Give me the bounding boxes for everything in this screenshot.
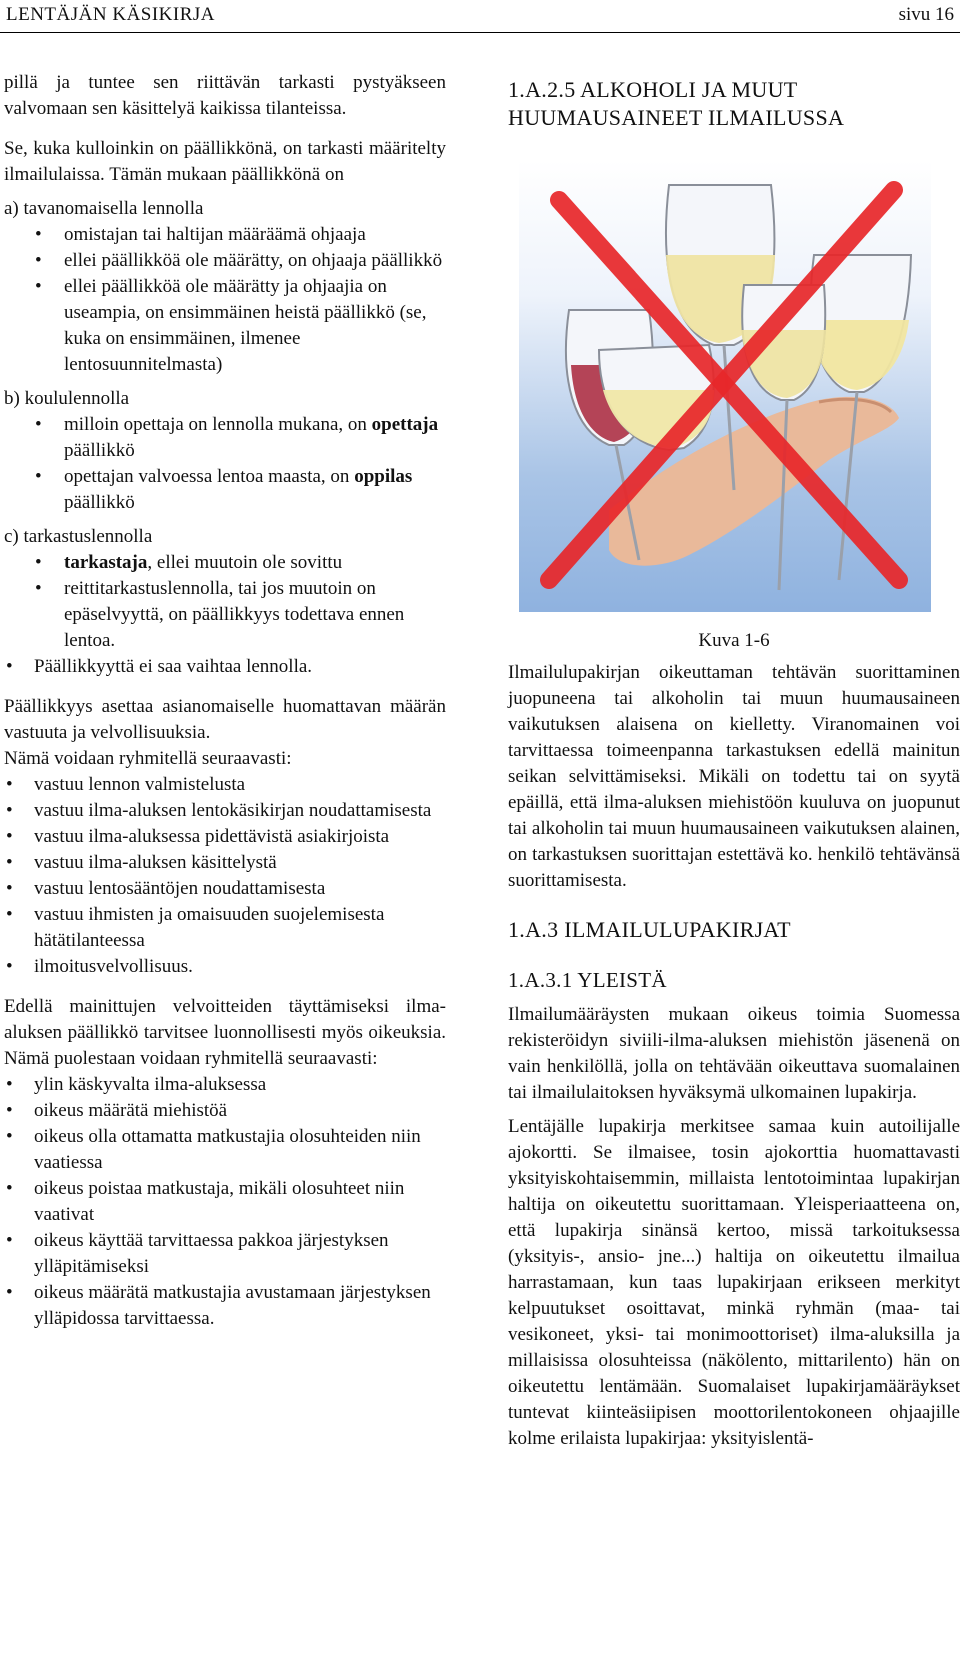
page-number: sivu 16 xyxy=(898,4,954,25)
page-header xyxy=(0,0,960,33)
note-list xyxy=(4,654,446,680)
left-column xyxy=(4,70,446,1332)
paragraph-commander: Se, kuka kulloinkin on päällikkönä, on tarkasti määritelty ilmailulaissa. Tämän mukaan päällikkönä on xyxy=(4,138,446,185)
section-heading-licences: 1.A.3 ILMAILULUPAKIRJAT xyxy=(508,917,791,942)
wine-glasses-crossed-image xyxy=(519,160,931,612)
document-title: LENTÄJÄN KÄSIKIRJA xyxy=(6,4,216,25)
paragraph-rights: Edellä mainittujen velvoitteiden täyttämiseksi ilma-aluksen päällikkö tarvitsee luonnollisesti myös oikeuksia. Nämä puolestaan voidaan ryhmitellä seuraavasti: xyxy=(4,996,446,1069)
list-item: • milloin opettaja on lennolla mukana, on opettaja päällikkö xyxy=(4,412,446,464)
section-b-heading: b) koululennolla xyxy=(4,388,130,409)
section-heading-general: 1.A.3.1 YLEISTÄ xyxy=(508,968,667,992)
list-item: • omistajan tai haltijan määräämä ohjaaja xyxy=(4,222,446,248)
list-item: • oikeus määrätä matkustajia avustamaan järjestyksen ylläpidossa tarvittaessa. xyxy=(4,1280,446,1332)
bold-term: opettaja xyxy=(371,414,439,435)
right-column xyxy=(508,76,960,1452)
list-item: • tarkastaja, ellei muutoin ole sovittu xyxy=(4,550,446,576)
paragraph-intro: pillä ja tuntee sen riittävän tarkasti pystyäkseen valvomaan sen käsittelyä kaikissa tilanteissa. xyxy=(4,72,446,119)
section-a-heading: a) tavanomaisella lennolla xyxy=(4,198,204,219)
list-item: • ylin käskyvalta ilma-aluksessa xyxy=(4,1072,446,1098)
figure-wine-glasses xyxy=(519,160,931,612)
paragraph-licence-requirement: Ilmailumääräysten mukaan oikeus toimia Suomessa rekisteröidyn siviili-ilma-aluksen miehistön jäsenenä on vain henkilöllä, jolla on tehtävään oikeuttava suomalainen tai ilmailulaitoksen hyväksymä ulkomainen lupakirja. xyxy=(508,1004,960,1103)
paragraph-grouping: Nämä voidaan ryhmitellä seuraavasti: xyxy=(4,748,292,769)
list-item: • oikeus olla ottamatta matkustajia olosuhteiden niin vaatiessa xyxy=(4,1124,446,1176)
list-item: • vastuu ihmisten ja omaisuuden suojelemisesta hätätilanteessa xyxy=(4,902,446,954)
section-c-list xyxy=(4,550,446,654)
list-item: • vastuu lentosääntöjen noudattamisesta xyxy=(4,876,446,902)
list-item: • oikeus poistaa matkustaja, mikäli olosuhteet niin vaativat xyxy=(4,1176,446,1228)
list-item: • opettajan valvoessa lentoa maasta, on oppilas päällikkö xyxy=(4,464,446,516)
responsibility-list xyxy=(4,772,446,980)
list-item: • vastuu ilma-aluksen lentokäsikirjan noudattamisesta xyxy=(4,798,446,824)
bold-term: oppilas xyxy=(354,466,413,487)
list-item: • ellei päällikköä ole määrätty ja ohjaajia on useampia, on ensimmäinen heistä päällikkö (se, kuka on ensimmäinen, ilmenee lentosuunnitelmasta) xyxy=(4,274,446,378)
paragraph-licence-description: Lentäjälle lupakirja merkitsee samaa kuin autoilijalle ajokortti. Se ilmaisee, tosin ajokorttia huomattavasti yksityiskohtaisemmin, millaista lentotoimintaa lupakirjan haltija on oikeutettu suorittamaan. Yleisperiaatteena on, että lupakirja sinänsä kertoo, missä tarkoituksessa (yksityis-, ansio- jne...) haltija on oikeutettu ilmailua harrastamaan, kun taas lupakirjaan erikseen merkityt kelpuutukset osoittavat, minkä ryhmän (maa- tai vesikoneet, yksi- tai monimoottoriset) ilma-aluksilla ja millaisissa olosuhteissa (näkölento, mittarilento) hän on oikeutettu lentämään. Suomalaiset lupakirjamääräykset tuntevat kiinteäsiipisen moottorilentokoneen ohjaajille kolme erilaista lupakirjaa: yksityislentä- xyxy=(508,1116,960,1449)
rights-list xyxy=(4,1072,446,1332)
list-item: • vastuu ilma-aluksen käsittelystä xyxy=(4,850,446,876)
list-item: • oikeus käyttää tarvittaessa pakkoa järjestyksen ylläpitämiseksi xyxy=(4,1228,446,1280)
figure-caption: Kuva 1-6 xyxy=(698,630,770,651)
list-item: • vastuu lennon valmistelusta xyxy=(4,772,446,798)
bold-term: tarkastaja xyxy=(64,552,148,573)
list-item: • ellei päällikköä ole määrätty, on ohjaaja päällikkö xyxy=(4,248,446,274)
list-item: • reittitarkastuslennolla, tai jos muutoin on epäselvyyttä, on päällikkyys todettava ennen lentoa. xyxy=(4,576,446,654)
paragraph-responsibility: Päällikkyys asettaa asianomaiselle huomattavan määrän vastuuta ja velvollisuuksia. xyxy=(4,696,446,743)
list-item: • vastuu ilma-aluksessa pidettävistä asiakirjoista xyxy=(4,824,446,850)
section-b-list xyxy=(4,412,446,516)
section-c-heading: c) tarkastuslennolla xyxy=(4,526,153,547)
section-a-list xyxy=(4,222,446,378)
list-item: • oikeus määrätä miehistöä xyxy=(4,1098,446,1124)
list-item: • Päällikkyyttä ei saa vaihtaa lennolla. xyxy=(4,654,446,680)
section-heading-alcohol: 1.A.2.5 ALKOHOLI JA MUUT HUUMAUSAINEET ILMAILUSSA xyxy=(508,77,845,130)
paragraph-alcohol: Ilmailulupakirjan oikeuttaman tehtävän suorittaminen juopuneena tai alkoholin tai muun huumausaineen vaikutuksen alaisena on kielletty. Viranomainen voi tarvittaessa toimeenpanna tarkastuksen edellä mainitun seikan selvittämiseksi. Mikäli on todettu tai on syytä epäillä, että ilma-aluksen miehistöön kuuluva on juopunut tai alkoholin tai muun huumausaineen vaikutuksen alainen, on tarkastuksen suorittajan estettävä ko. henkilö tehtävänsä suorittamisesta. xyxy=(508,662,960,891)
list-item: • ilmoitusvelvollisuus. xyxy=(4,954,446,980)
